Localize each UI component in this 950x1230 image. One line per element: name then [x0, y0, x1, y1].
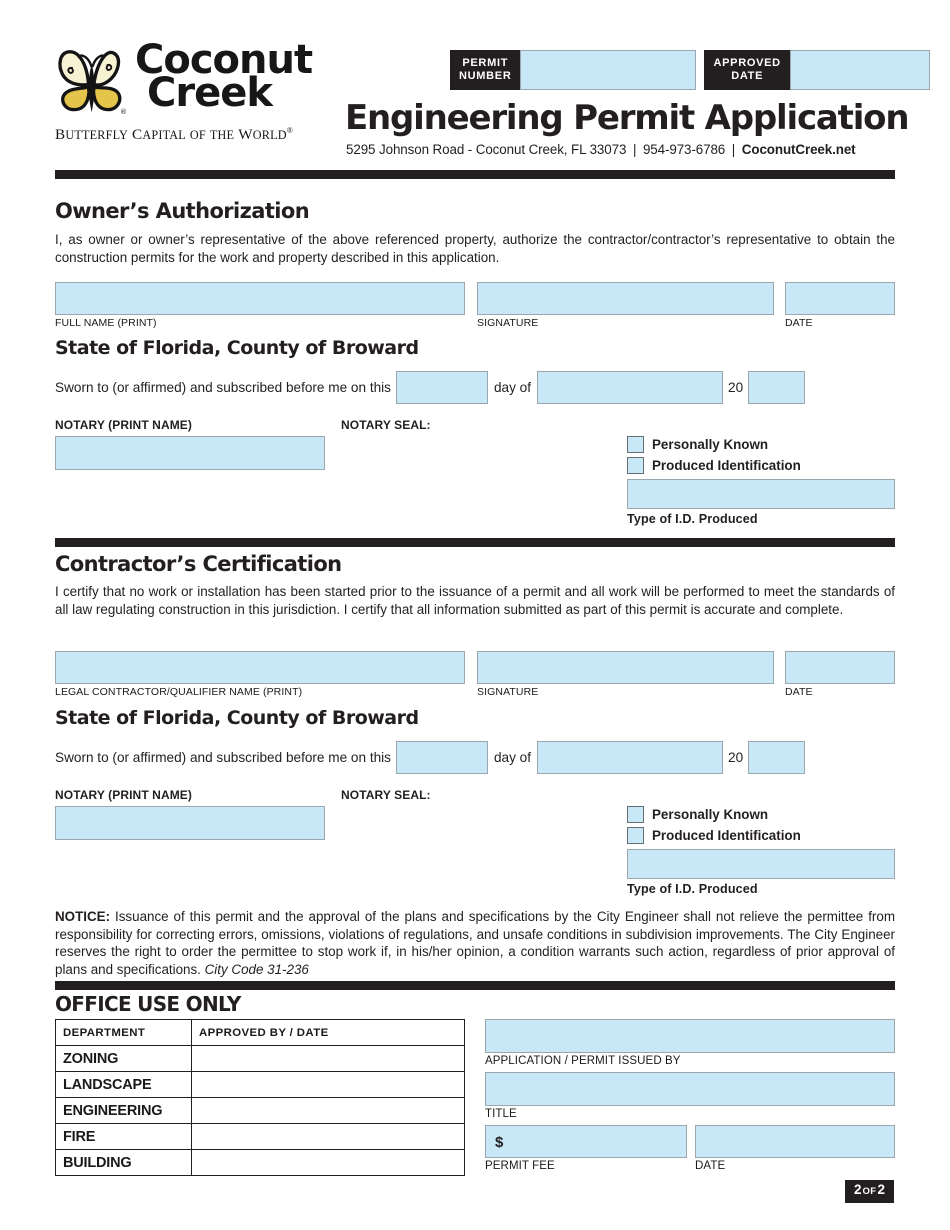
office-use-table-wrap — [55, 1019, 465, 1176]
header-website[interactable]: CoconutCreek.net — [741, 142, 856, 157]
owner-sworn-year-prefix: 20 — [728, 380, 744, 395]
owner-produced-id-row[interactable] — [627, 457, 895, 474]
owner-personally-known-checkbox[interactable] — [627, 436, 644, 453]
owner-produced-id-checkbox[interactable] — [627, 457, 644, 474]
page-current: 2 — [854, 1182, 862, 1197]
owner-personally-known-row[interactable] — [627, 436, 895, 453]
contractor-signature-label: SIGNATURE — [477, 686, 539, 698]
butterfly-icon — [55, 46, 129, 120]
owner-date-input[interactable] — [785, 282, 895, 315]
approved-date-input[interactable] — [790, 50, 930, 90]
contractor-id-type-input[interactable] — [627, 849, 895, 879]
logo-wordmark-line2: Creek — [147, 69, 272, 116]
owner-sworn-day-of-label: day of — [493, 380, 532, 395]
permit-number-group — [450, 50, 696, 90]
contractor-date-input[interactable] — [785, 651, 895, 684]
permit-fee-currency-symbol: $ — [495, 1134, 504, 1151]
table-header-row — [56, 1020, 465, 1046]
contractor-paragraph: I certify that no work or installation has been started prior to the issuance of a permit and all work will be performed to meet the standards of all law regulating construction in this jurisdiction. I certify that all information submitted as part of this permit is accurate and complete. — [55, 584, 895, 617]
owner-id-type-input[interactable] — [627, 479, 895, 509]
logo-wordmark-line1: Coconut — [135, 37, 313, 83]
title-input[interactable] — [485, 1072, 895, 1106]
contractor-produced-id-checkbox[interactable] — [627, 827, 644, 844]
permit-fee-input[interactable] — [485, 1125, 687, 1158]
owner-notary-seal-label: NOTARY SEAL: — [341, 418, 431, 432]
divider-top — [55, 170, 895, 179]
contractor-sworn-year-input[interactable] — [748, 741, 805, 774]
approved-date-label — [704, 50, 789, 90]
contractor-sworn-day-input[interactable] — [396, 741, 488, 774]
notice-label: NOTICE: — [55, 909, 111, 924]
contractor-sworn-month-input[interactable] — [537, 741, 723, 774]
contractor-sworn-year-prefix: 20 — [728, 750, 744, 765]
contractor-name-input[interactable] — [55, 651, 465, 684]
permit-number-label-line2: NUMBER — [459, 70, 512, 82]
contractor-produced-id-label: Produced Identification — [652, 828, 801, 843]
table-cell-approved-fire[interactable] — [192, 1124, 465, 1150]
header-address: 5295 Johnson Road - Coconut Creek, FL 33073 — [346, 142, 627, 157]
page-number-badge — [845, 1180, 894, 1203]
issued-by-input[interactable] — [485, 1019, 895, 1053]
header-contact-line — [346, 142, 856, 157]
table-cell-department-fire: FIRE — [56, 1124, 192, 1150]
owner-section-title: Owner’s Authorization — [55, 199, 310, 223]
page-total: 2 — [877, 1182, 886, 1197]
divider-office-use — [55, 981, 895, 990]
header-separator-1: | — [632, 142, 637, 157]
contractor-id-verification-group — [627, 806, 895, 896]
owner-notary-name-label: NOTARY (PRINT NAME) — [55, 418, 193, 432]
table-row — [56, 1072, 465, 1098]
contractor-sworn-day-of-label: day of — [493, 750, 532, 765]
contractor-id-type-label: Type of I.D. Produced — [627, 882, 758, 896]
owner-signature-row — [55, 282, 895, 329]
table-header-approved: APPROVED BY / DATE — [192, 1020, 465, 1046]
owner-notary-name-input[interactable] — [55, 436, 325, 470]
contractor-sworn-prefix: Sworn to (or affirmed) and subscribed before me on this — [55, 750, 391, 765]
logo-tagline: BUTTERFLY CAPITAL OF THE WORLD® — [55, 126, 294, 144]
owner-paragraph: I, as owner or owner’s representative of the above referenced property, authorize the contractor/contractor’s representative to obtain the construction permits for the work and property described in this application. — [55, 232, 895, 265]
contractor-personally-known-label: Personally Known — [652, 807, 769, 822]
page-header — [55, 37, 909, 167]
table-header-department: DEPARTMENT — [56, 1020, 192, 1046]
contractor-name-label: LEGAL CONTRACTOR/QUALIFIER NAME (PRINT) — [55, 686, 303, 698]
owner-sworn-day-input[interactable] — [396, 371, 488, 404]
approved-date-label-line1: APPROVED — [713, 57, 781, 69]
issued-date-input[interactable] — [695, 1125, 895, 1158]
contractor-produced-id-row[interactable] — [627, 827, 895, 844]
permit-header-boxes — [450, 50, 930, 90]
table-row — [56, 1124, 465, 1150]
notice-paragraph — [55, 908, 895, 978]
table-cell-approved-zoning[interactable] — [192, 1046, 465, 1072]
divider-contractor — [55, 538, 895, 547]
owner-full-name-input[interactable] — [55, 282, 465, 315]
issued-date-label: DATE — [695, 1160, 726, 1172]
contractor-notary-name-input[interactable] — [55, 806, 325, 840]
table-cell-department-engineering: ENGINEERING — [56, 1098, 192, 1124]
permit-number-label — [450, 50, 520, 90]
contractor-personally-known-checkbox[interactable] — [627, 806, 644, 823]
owner-state-title: State of Florida, County of Broward — [55, 337, 419, 359]
office-use-title: OFFICE USE ONLY — [55, 992, 241, 1016]
header-separator-2: | — [731, 142, 736, 157]
table-cell-department-building: BUILDING — [56, 1150, 192, 1176]
page-title: Engineering Permit Application — [345, 98, 909, 138]
table-cell-approved-building[interactable] — [192, 1150, 465, 1176]
owner-signature-input[interactable] — [477, 282, 774, 315]
table-row — [56, 1150, 465, 1176]
contractor-sworn-row — [55, 741, 805, 774]
permit-fee-label: PERMIT FEE — [485, 1160, 555, 1172]
owner-id-type-label: Type of I.D. Produced — [627, 512, 758, 526]
table-cell-department-landscape: LANDSCAPE — [56, 1072, 192, 1098]
contractor-notary-name-label: NOTARY (PRINT NAME) — [55, 788, 193, 802]
contractor-notary-seal-label: NOTARY SEAL: — [341, 788, 431, 802]
table-cell-approved-landscape[interactable] — [192, 1072, 465, 1098]
city-logo — [55, 37, 327, 144]
contractor-date-label: DATE — [785, 686, 813, 698]
contractor-signature-input[interactable] — [477, 651, 774, 684]
table-cell-approved-engineering[interactable] — [192, 1098, 465, 1124]
page-of-label: OF — [862, 1186, 877, 1197]
notice-citation: City Code 31-236 — [204, 961, 309, 977]
approved-date-group — [704, 50, 929, 90]
owner-sworn-row — [55, 371, 805, 404]
owner-signature-label: SIGNATURE — [477, 317, 539, 329]
contractor-state-title: State of Florida, County of Broward — [55, 707, 419, 729]
contractor-personally-known-row[interactable] — [627, 806, 895, 823]
svg-text:®: ® — [120, 108, 127, 117]
office-use-table — [55, 1019, 465, 1176]
office-use-right-column — [485, 1019, 895, 1172]
owner-produced-id-label: Produced Identification — [652, 458, 801, 473]
owner-sworn-prefix: Sworn to (or affirmed) and subscribed before me on this — [55, 380, 391, 395]
owner-personally-known-label: Personally Known — [652, 437, 769, 452]
owner-sworn-month-input[interactable] — [537, 371, 723, 404]
owner-id-verification-group — [627, 436, 895, 526]
table-row — [56, 1046, 465, 1072]
permit-number-label-line1: PERMIT — [462, 57, 509, 69]
header-phone: 954-973-6786 — [642, 142, 726, 157]
contractor-signature-row — [55, 651, 895, 698]
contractor-section-title: Contractor’s Certification — [55, 552, 342, 576]
owner-sworn-year-input[interactable] — [748, 371, 805, 404]
notice-text: Issuance of this permit and the approval of the plans and specifications by the City Engineer shall not relieve the permittee from responsibility for correcting errors, omissions, violations of regulations, and unsafe conditions in subdivision improvements. The City Engineer reserves the right to order the permittee to stop work if, in his/her opinion, a condition warrants such action, regardless of prior approval of plans and specifications. — [55, 909, 895, 977]
approved-date-label-line2: DATE — [731, 70, 764, 82]
permit-number-input[interactable] — [520, 50, 696, 90]
issued-by-label: APPLICATION / PERMIT ISSUED BY — [485, 1055, 681, 1067]
table-row — [56, 1098, 465, 1124]
owner-full-name-label: FULL NAME (PRINT) — [55, 317, 157, 329]
title-label: TITLE — [485, 1108, 517, 1120]
table-cell-department-zoning: ZONING — [56, 1046, 192, 1072]
owner-date-label: DATE — [785, 317, 813, 329]
